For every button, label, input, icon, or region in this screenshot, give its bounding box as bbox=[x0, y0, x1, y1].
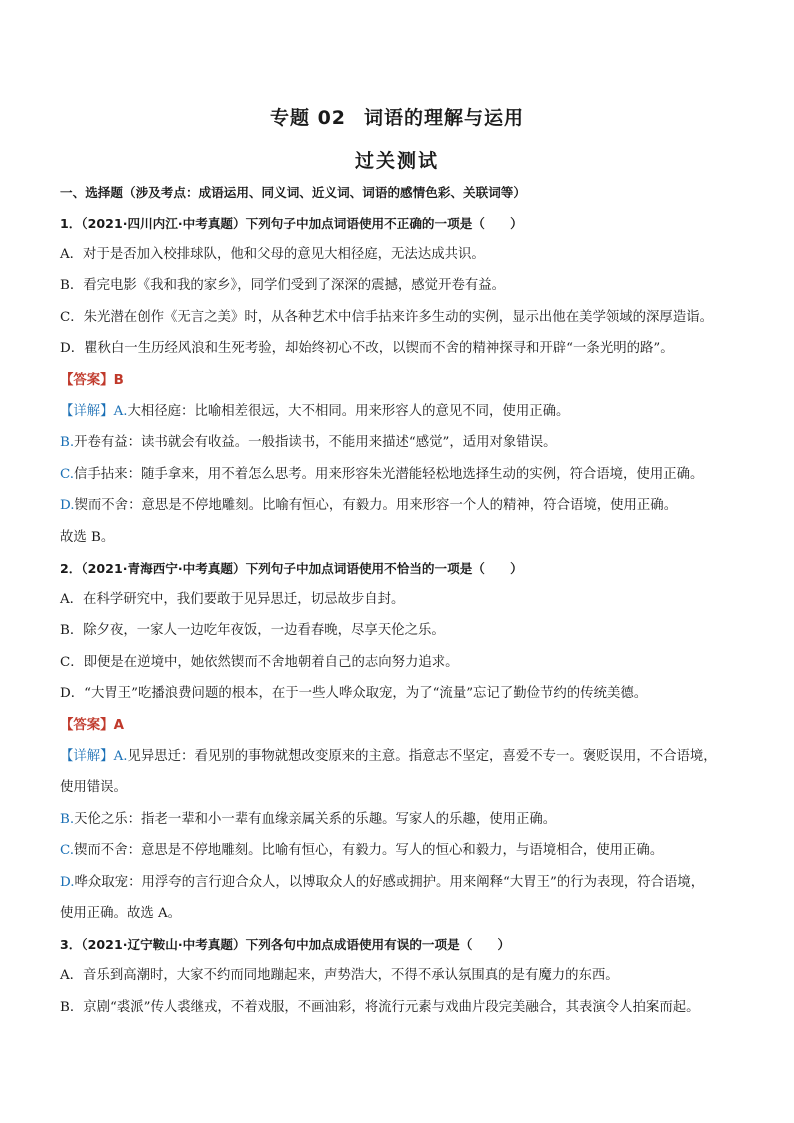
q2-detail-d-prefix: D. bbox=[60, 875, 75, 890]
q1-detail-d bbox=[60, 497, 677, 515]
q1-detail-d-text: 锲而不舍：意思是不停地雕刻。比喻有恒心，有毅力。用来形容一个人的精神，符合语境，使用正确。 bbox=[74, 498, 678, 513]
section-heading: 一、选择题（涉及考点：成语运用、同义词、近义词、词语的感情色彩、关联词等） bbox=[60, 185, 526, 200]
q1-detail-c-prefix: C. bbox=[60, 467, 75, 482]
q2-answer-value: A bbox=[113, 718, 124, 733]
q1-detail-a bbox=[60, 403, 569, 421]
q2-option-b: B．除夕夜，一家人一边吃年夜饭，一边看春晚，尽享天伦之乐。 bbox=[60, 623, 445, 638]
q3-option-a: A．音乐到高潮时，大家不约而同地蹦起来，声势浩大，不得不承认氛围真的是有魔力的东西。 bbox=[60, 968, 619, 983]
title-topic-name: 词语的理解与运用 bbox=[364, 107, 525, 129]
q1-answer bbox=[60, 372, 124, 390]
q2-detail-a bbox=[60, 748, 717, 766]
q1-detail-b bbox=[60, 434, 556, 452]
q2-detail-a-cont: 使用错误。 bbox=[60, 780, 127, 795]
q1-option-b: B．看完电影《我和我的家乡》，同学们受到了深深的震撼，感觉开卷有益。 bbox=[60, 278, 506, 293]
q2-detail-a-prefix: A. bbox=[113, 749, 128, 764]
q2-detail-b-text: 天伦之乐：指老一辈和小一辈有血缘亲属关系的乐趣。写家人的乐趣，使用正确。 bbox=[74, 812, 557, 827]
q1-detail-a-text: 大相径庭：比喻相差很远，大不相同。用来形容人的意见不同，使用正确。 bbox=[127, 404, 570, 419]
q1-detail-tag: 【详解】 bbox=[60, 404, 114, 419]
page-title bbox=[0, 103, 794, 130]
title-topic-number: 专题 02 bbox=[269, 107, 347, 129]
q1-answer-value: B bbox=[113, 373, 124, 388]
q1-detail-c bbox=[60, 466, 703, 484]
q1-detail-b-prefix: B. bbox=[60, 435, 75, 450]
q2-detail-c-text: 锲而不舍：意思是不停地雕刻。比喻有恒心，有毅力。写人的恒心和毅力，与语境相合，使用正确。 bbox=[74, 843, 664, 858]
q1-conclusion: 故选 B。 bbox=[60, 530, 115, 545]
q2-option-d: D．“大胃王”吃播浪费问题的根本，在于一些人哗众取宠，为了“流量”忘记了勤俭节约的传统美德。 bbox=[60, 686, 648, 701]
q2-option-c: C．即便是在逆境中，她依然锲而不舍地朝着自己的志向努力追求。 bbox=[60, 655, 459, 670]
q1-option-d: D．瞿秋白一生历经风浪和生死考验，却始终初心不改，以锲而不舍的精神探寻和开辟“一条光明的路”。 bbox=[60, 341, 674, 356]
q2-detail-d bbox=[60, 874, 704, 892]
q1-detail-d-prefix: D. bbox=[60, 498, 75, 513]
q2-detail-b bbox=[60, 811, 556, 829]
q2-answer-tag: 【答案】 bbox=[60, 718, 114, 733]
q1-detail-b-text: 开卷有益：读书就会有收益。一般指读书，不能用来描述“感觉”，适用对象错误。 bbox=[74, 435, 557, 450]
q2-detail-c bbox=[60, 842, 663, 860]
q2-answer bbox=[60, 717, 124, 735]
q2-detail-c-prefix: C. bbox=[60, 843, 75, 858]
q2-detail-tag: 【详解】 bbox=[60, 749, 114, 764]
q2-stem: 2．（2021·青海西宁·中考真题）下列句子中加点词语使用不恰当的一项是（ ） bbox=[60, 561, 523, 576]
q2-option-a: A．在科学研究中，我们要敢于见异思迁，切忌故步自封。 bbox=[60, 592, 405, 607]
q1-detail-c-text: 信手拈来：随手拿来，用不着怎么思考。用来形容朱光潜能轻松地选择生动的实例，符合语境，使用正确。 bbox=[74, 467, 704, 482]
page-subtitle: 过关测试 bbox=[354, 150, 439, 172]
q3-option-b: B．京剧“裘派”传人裘继戎，不着戏服，不画油彩，将流行元素与戏曲片段完美融合，其表演令人拍案而起。 bbox=[60, 1000, 700, 1015]
q3-stem: 3．（2021·辽宁鞍山·中考真题）下列各句中加点成语使用有误的一项是（ ） bbox=[60, 937, 511, 952]
q1-stem: 1．（2021·四川内江·中考真题）下列句子中加点词语使用不正确的一项是（ ） bbox=[60, 216, 523, 231]
q2-detail-d-text: 哗众取宠：用浮夸的言行迎合众人，以博取众人的好感或拥护。用来阐释“大胃王”的行为表现，符合语境， bbox=[74, 875, 705, 890]
q1-answer-tag: 【答案】 bbox=[60, 373, 114, 388]
q2-detail-a-text: 见异思迁：看见别的事物就想改变原来的主意。指意志不坚定，喜爱不专一。褒贬误用，不合语境， bbox=[127, 749, 717, 764]
q1-detail-a-prefix: A. bbox=[113, 404, 128, 419]
q1-option-c: C．朱光潜在创作《无言之美》时，从各种艺术中信手拈来许多生动的实例，显示出他在美学领域的深厚造诣。 bbox=[60, 310, 713, 325]
q2-detail-b-prefix: B. bbox=[60, 812, 75, 827]
q1-option-a: A．对于是否加入校排球队，他和父母的意见大相径庭，无法达成共识。 bbox=[60, 247, 485, 262]
q2-detail-d-cont: 使用正确。故选 A。 bbox=[60, 906, 182, 921]
